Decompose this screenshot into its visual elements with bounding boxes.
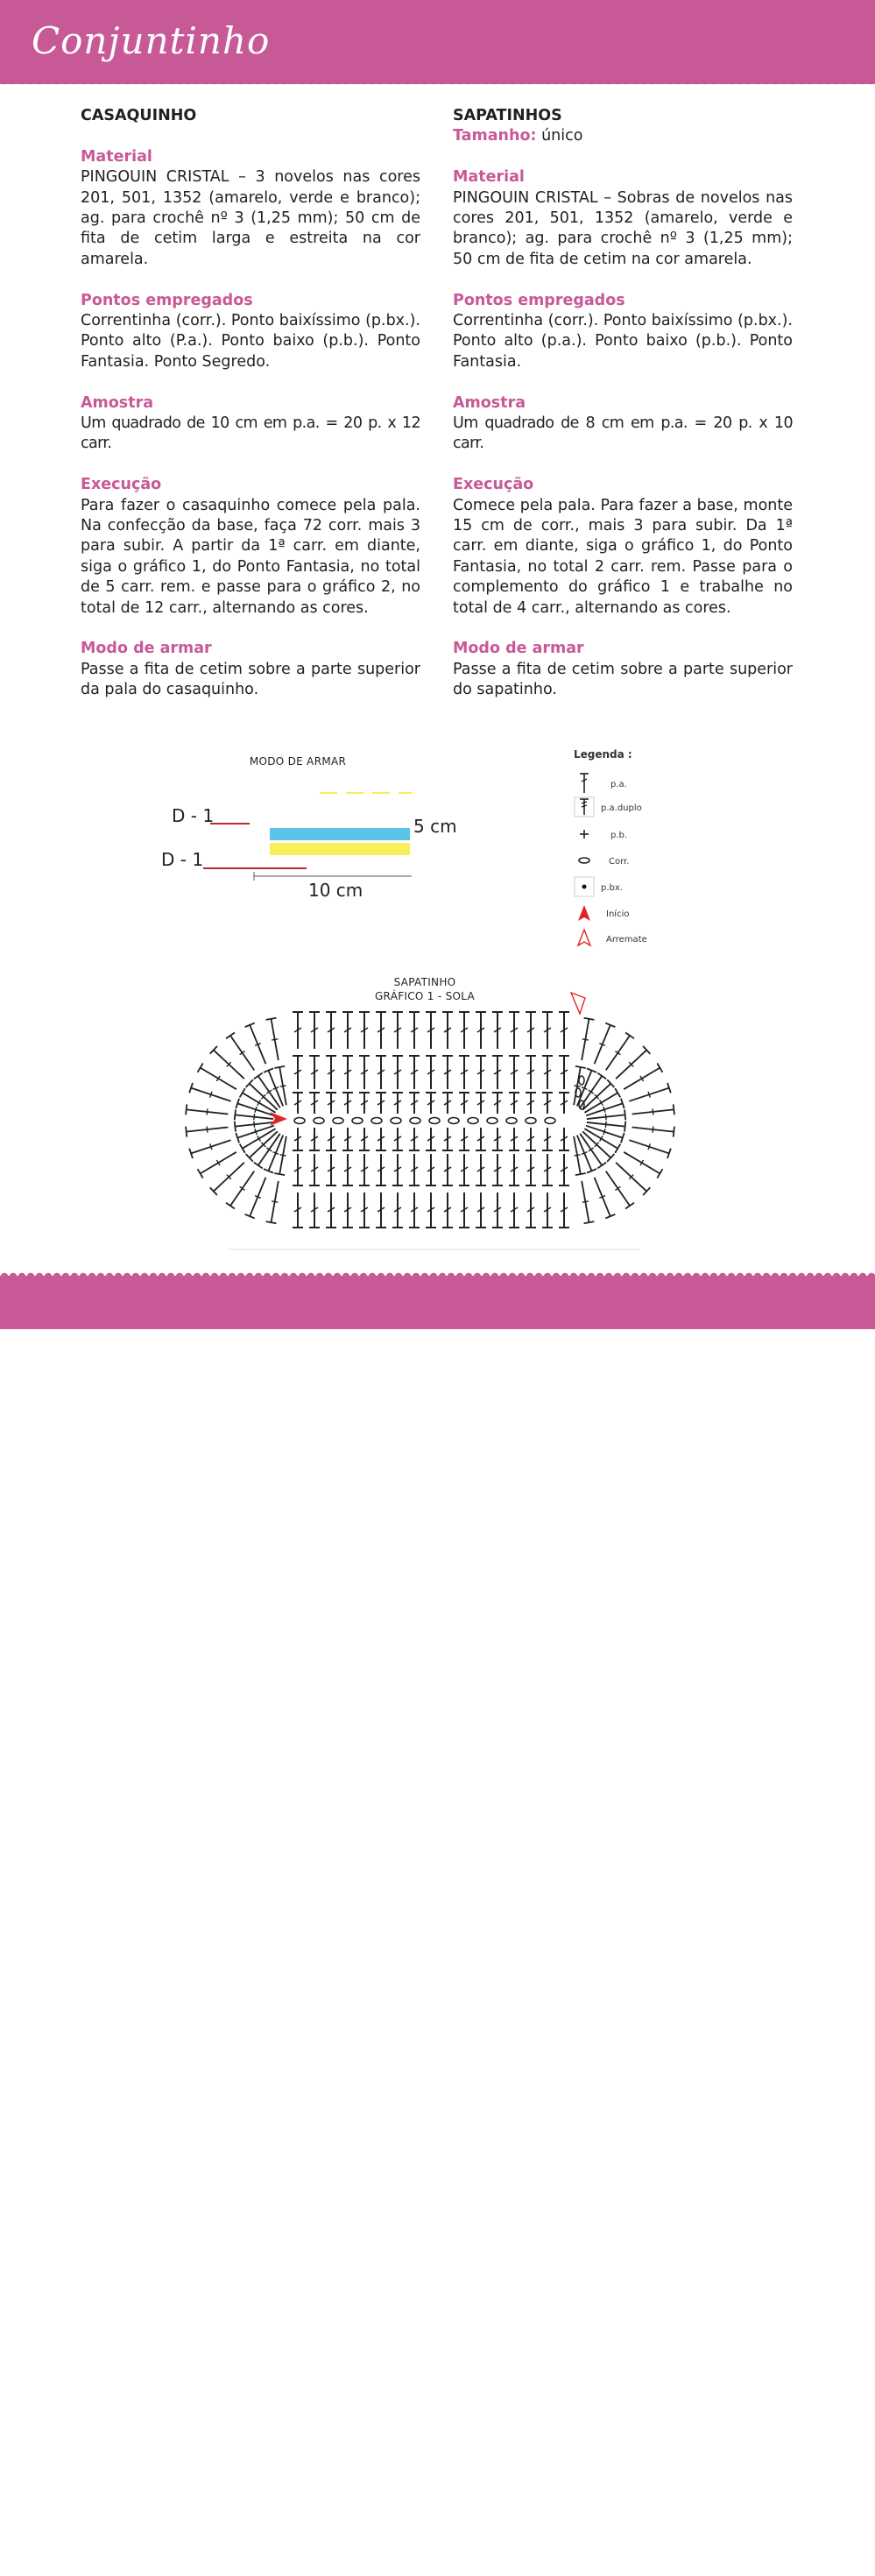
start-arrow-icon: [578, 905, 590, 921]
pontos-text: Correntinha (corr.). Ponto baixíssimo (p.bx.). Ponto alto (p.a.). Ponto baixo (p.b.). Ponto Fantasia.: [453, 312, 793, 371]
fan-stitch-cap: [240, 1144, 245, 1153]
fan-stitch-cap: [186, 1127, 187, 1137]
fan-stitch-cap: [625, 1203, 634, 1209]
tamanho-value: único: [541, 127, 583, 145]
fan-stitch-cap: [274, 1173, 285, 1175]
modo-text: Passe a fita de cetim sobre a parte superior da pala do casaquinho.: [81, 660, 420, 699]
execucao-text: Para fazer o casaquinho comece pela pala. Na confecção da base, faça 72 corr. mais 3 para subir. A partir da 1ª carr. em diante, siga o gráfico 1, do Ponto Fantasia, no total de 5 carr. rem. e passe para o gráfico 2, no total de 12 carr., alternando as cores.: [81, 496, 420, 617]
yellow-ribbon-band: [270, 843, 410, 855]
chain-stitch: [294, 1118, 305, 1124]
single-crochet-icon: [580, 830, 589, 839]
chain-stitch: [448, 1118, 459, 1124]
execucao-title: Execução: [453, 476, 534, 494]
fan-stitch-cap: [198, 1169, 203, 1178]
fan-stitch-bar: [207, 1108, 208, 1115]
fan-stitch-cap: [584, 1018, 595, 1020]
fan-stitch-cap: [657, 1169, 662, 1178]
chain-stitch: [526, 1118, 536, 1124]
chain-stitch: [545, 1118, 555, 1124]
tamanho-line: [453, 126, 793, 146]
fan-stitch-bar: [605, 1122, 606, 1128]
header-scallop-border: [0, 81, 875, 89]
page-footer: [0, 1276, 875, 2576]
fan-stitch-bar: [574, 1155, 580, 1156]
chain-stitch: [506, 1118, 517, 1124]
fan-stitch-cap: [198, 1063, 203, 1072]
fan-stitch-cap: [235, 1122, 236, 1132]
chain-icon: [579, 858, 589, 863]
fan-stitch-bar: [605, 1114, 606, 1120]
sola-title-line1: SAPATINHO: [393, 976, 456, 988]
material-text: PINGOUIN CRISTAL – Sobras de novelos nas cores 201, 501, 1352 (amarelo, verde e branco); ag. para crochê nº 3 (1,25 mm); 50 cm de fita de cetim na cor amarela.: [453, 188, 793, 268]
fan-stitch-cap: [584, 1221, 595, 1223]
fan-stitch-cap: [226, 1203, 235, 1209]
amostra-text: Um quadrado de 10 cm em p.a. = 20 p. x 12 carr.: [81, 414, 420, 453]
legend-label: p.a.duplo: [601, 803, 642, 813]
sola-crochet-chart: [175, 986, 692, 1257]
modo-diagram-title: MODO DE ARMAR: [249, 755, 347, 768]
casaquinho-heading: CASAQUINHO: [81, 107, 197, 124]
material-title: Material: [453, 168, 525, 187]
fan-stitch-cap: [575, 1066, 586, 1068]
fan-stitch-cap: [266, 1018, 277, 1020]
width-label: 10 cm: [308, 880, 363, 901]
material-title: Material: [81, 147, 152, 166]
fan-stitch-cap: [266, 1221, 277, 1223]
modo-text: Passe a fita de cetim sobre a parte superior do sapatinho.: [453, 660, 793, 699]
fan-stitch-bar: [254, 1122, 255, 1128]
double-crochet-icon: [580, 774, 589, 793]
pontos-text: Correntinha (corr.). Ponto baixíssimo (p.bx.). Ponto alto (P.a.). Ponto baixo (p.b.). Ponto Fantasia. Ponto Segredo.: [81, 312, 420, 371]
legend-label: p.a.: [610, 780, 627, 789]
fan-stitch-cap: [657, 1063, 662, 1072]
fan-stitch-cap: [624, 1109, 625, 1120]
legend-label: Início: [606, 909, 630, 919]
fan-stitch-cap: [624, 1122, 625, 1132]
page-header: [0, 0, 875, 84]
execucao-text: Comece pela pala. Para fazer a base, monte 15 cm de corr., mais 3 para subir. Da 1ª carr. em diante, siga o gráfico 1, do Ponto Fantasia, no total 2 carr. rem. Passe para o complemento do gráfico 1 e trabalhe no total de 4 carr., alternando as cores.: [453, 496, 793, 617]
finish-arrow-icon: [571, 993, 585, 1014]
fan-stitch-cap: [254, 1163, 263, 1169]
execucao-title: Execução: [81, 476, 162, 494]
modo-de-armar-diagram: [158, 780, 473, 907]
chain-stitch: [371, 1118, 382, 1124]
fan-stitch-cap: [226, 1032, 235, 1038]
modo-title: Modo de armar: [81, 640, 212, 658]
fan-stitch-cap: [274, 1066, 285, 1068]
pontos-title: Pontos empregados: [81, 291, 253, 309]
modo-title: Modo de armar: [453, 640, 584, 658]
chain-stitch: [487, 1118, 497, 1124]
casaquinho-column: [81, 106, 420, 701]
legend-label: p.b.: [610, 831, 628, 840]
fan-stitch-cap: [597, 1073, 606, 1079]
fan-stitch-cap: [575, 1173, 586, 1175]
chain-stitch: [429, 1118, 440, 1124]
fan-stitch-cap: [615, 1144, 620, 1153]
fan-stitch-cap: [235, 1109, 236, 1120]
d1-bottom-label: D - 1: [161, 849, 204, 870]
fan-stitch-bar: [582, 1039, 589, 1040]
fan-stitch-cap: [254, 1073, 263, 1079]
fan-stitch-cap: [240, 1088, 245, 1097]
blue-ribbon-band: [270, 828, 410, 840]
amostra-title: Amostra: [81, 393, 154, 412]
legend-label: Arremate: [606, 935, 647, 945]
chain-stitch: [468, 1118, 478, 1124]
fan-stitch-cap: [597, 1163, 606, 1169]
legend: [569, 745, 666, 955]
sola-title-line2: GRÁFICO 1 - SOLA: [374, 990, 476, 1002]
fan-stitch-bar: [254, 1114, 255, 1120]
amostra-title: Amostra: [453, 393, 526, 412]
chain-stitch: [579, 1076, 584, 1085]
pontos-title: Pontos empregados: [453, 291, 625, 309]
fan-stitch-cap: [625, 1032, 634, 1038]
amostra-text: Um quadrado de 8 cm em p.a. = 20 p. x 10 carr.: [453, 414, 793, 453]
fan-stitch-bar: [272, 1201, 278, 1202]
page-title: Conjuntinho: [32, 19, 271, 62]
sapatinhos-heading: SAPATINHOS: [453, 107, 562, 124]
legend-label: Corr.: [609, 857, 630, 867]
fan-stitch-cap: [615, 1088, 620, 1097]
fan-stitch-bar: [207, 1126, 208, 1132]
chain-stitch: [391, 1118, 401, 1124]
chain-stitch: [314, 1118, 324, 1124]
page-number: 58: [42, 2557, 66, 2576]
fan-stitch-cap: [186, 1104, 187, 1115]
chain-stitch: [352, 1118, 363, 1124]
height-label: 5 cm: [413, 816, 457, 837]
material-text: PINGOUIN CRISTAL – 3 novelos nas cores 201, 501, 1352 (amarelo, verde e branco); ag. para crochê nº 3 (1,25 mm); 50 cm de fita de cetim larga e estreita na cor amarela.: [81, 168, 420, 268]
double-double-crochet-icon: [580, 799, 589, 815]
fan-stitch-bar: [582, 1201, 589, 1202]
finish-arrow-icon: [578, 930, 590, 945]
chain-stitch: [410, 1118, 420, 1124]
fan-stitch-bar: [280, 1155, 286, 1156]
fan-stitch-bar: [272, 1039, 278, 1040]
legend-title: Legenda :: [574, 748, 632, 761]
d1-top-label: D - 1: [172, 805, 215, 826]
slip-stitch-icon: [582, 885, 587, 889]
legend-label: p.bx.: [601, 883, 623, 893]
tamanho-label: Tamanho:: [453, 127, 537, 145]
chain-stitch: [333, 1118, 343, 1124]
sapatinhos-column: [453, 106, 793, 701]
